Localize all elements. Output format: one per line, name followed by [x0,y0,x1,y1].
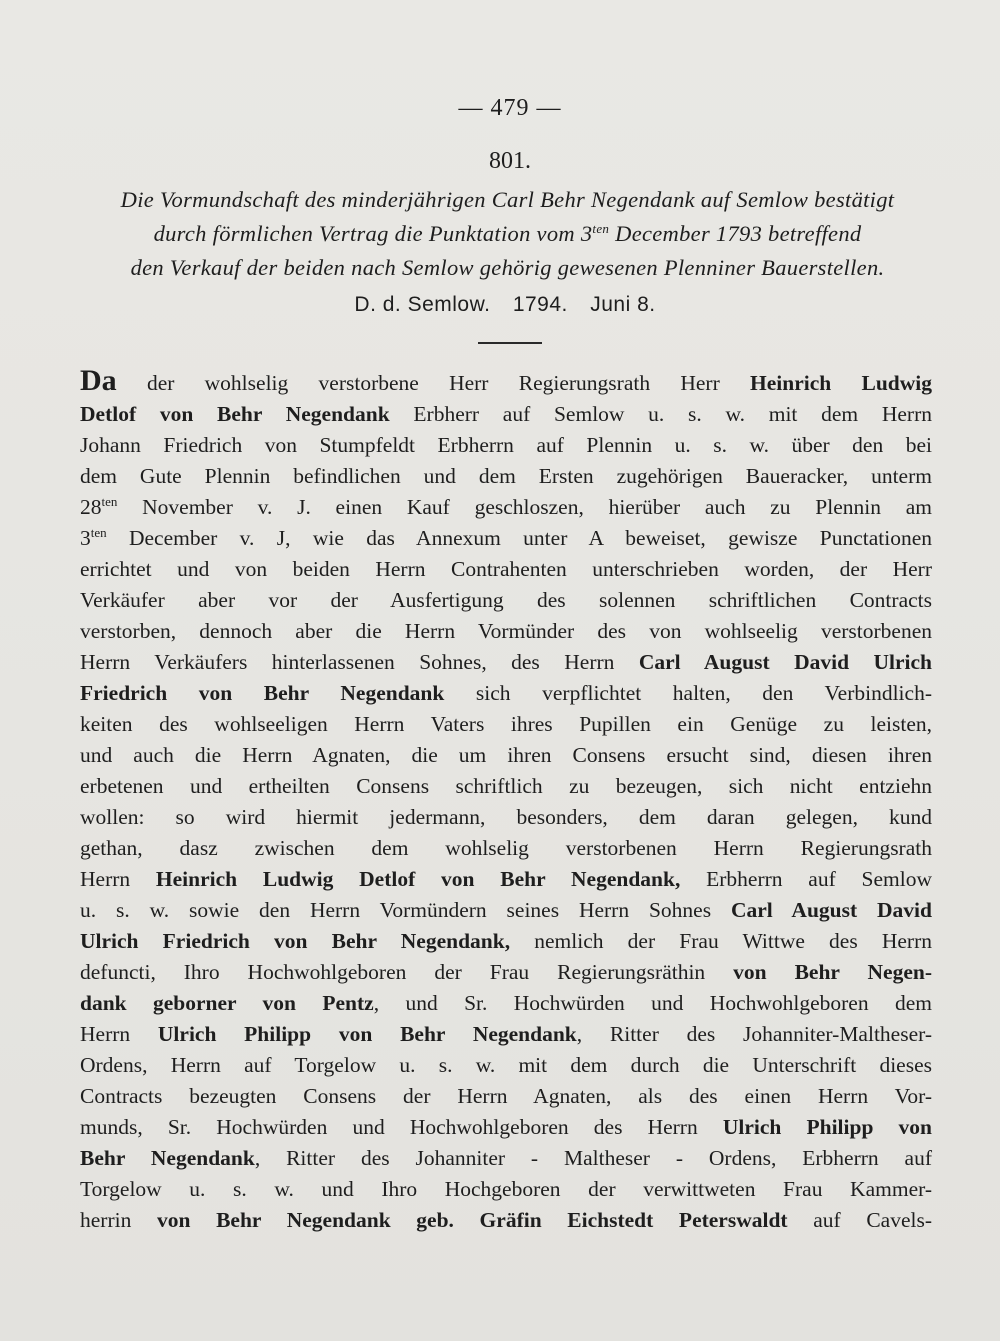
text-line: Ulrich Friedrich von Behr Negendank, nemlich der Frau Wittwe des Herrn [80,929,932,953]
text-line: Herrn Heinrich Ludwig Detlof von Behr Negendank, Erbherrn auf Semlow [80,867,932,891]
drop-cap: Da [80,364,117,397]
text-line: Da der wohlselig verstorbene Herr Regierungsrath Herr Heinrich Ludwig [80,364,932,397]
text-line: $3^{ten}$ December v. J, wie das Annexum unter A beweiset, gewisze Punctationen [80,525,932,550]
text-line: dem Gute Plennin befindlichen und dem Ersten zugehörigen Baueracker, unterm [80,464,932,488]
text-line: Herrn Verkäufers hinterlassenen Sohnes, des Herrn Carl August David Ulrich [80,650,932,674]
text-line: Behr Negendank, Ritter des Johanniter - Maltheser - Ordens, Erbherrn auf [80,1146,932,1170]
title-line: den Verkauf der beiden nach Semlow gehörig gewesenen Plenniner Bauerstellen. [130,255,885,280]
document-number: 801. [489,148,531,174]
text-line: Detlof von Behr Negendank Erbherr auf Semlow u. s. w. mit dem Herrn [80,402,932,426]
text-line: verstorben, dennoch aber die Herrn Vormünder des von wohlseelig verstorbenen [80,619,932,643]
document-title [80,183,935,285]
separator-rule [478,342,542,344]
title-line: durch förmlichen Vertrag die Punktation vom $3^{ten}$ December 1793 betreffend [153,221,862,246]
text-line: u. s. w. sowie den Herrn Vormündern seines Herrn Sohnes Carl August David [80,898,932,922]
text-line: errichtet und von beiden Herrn Contrahenten unterschrieben worden, der Herr [80,557,932,581]
text-line: Friedrich von Behr Negendank sich verpflichtet halten, den Verbindlich- [80,681,932,705]
text-line: $28^{ten}$ November v. J. einen Kauf geschloszen, hierüber auch zu Plennin am [80,494,932,519]
dateline [0,293,1000,317]
dateline-date: Juni 8. [590,293,656,316]
text-line: dank geborner von Pentz, und Sr. Hochwürden und Hochwohlgeboren dem [80,991,932,1015]
text-line: Ordens, Herrn auf Torgelow u. s. w. mit dem durch die Unterschrift dieses [80,1053,932,1077]
text-line: Verkäufer aber vor der Ausfertigung des solennen schriftlichen Contracts [80,588,932,612]
text-line: wollen: so wird hiermit jedermann, besonders, dem daran gelegen, kund [80,805,932,829]
text-line: munds, Sr. Hochwürden und Hochwohlgeboren des Herrn Ulrich Philipp von [80,1115,932,1139]
text-line: herrin von Behr Negendank geb. Gräfin Eichstedt Peterswaldt auf Cavels- [80,1208,932,1232]
text-line: Torgelow u. s. w. und Ihro Hochgeboren der verwittweten Frau Kammer- [80,1177,932,1201]
text-line: erbetenen und ertheilten Consens schriftlich zu bezeugen, sich nicht entziehn [80,774,932,798]
title-line: Die Vormundschaft des minderjährigen Carl Behr Negendank auf Semlow bestätigt [120,187,895,212]
text-line: Herrn Ulrich Philipp von Behr Negendank, Ritter des Johanniter-Maltheser- [80,1022,933,1046]
text-line: gethan, dasz zwischen dem wohlselig verstorbenen Herrn Regierungsrath [80,836,932,860]
dateline-place: D. d. Semlow. [354,293,491,316]
page-number: — 479 — [458,95,562,121]
dateline-year: 1794. [512,293,568,316]
text-line: Johann Friedrich von Stumpfeldt Erbherrn auf Plennin u. s. w. über den bei [80,433,932,457]
text-line: und auch die Herrn Agnaten, die um ihren Consens ersucht sind, diesen ihren [80,743,932,767]
body-text [80,365,932,1236]
text-line: Contracts bezeugten Consens der Herrn Agnaten, als des einen Herrn Vor- [80,1084,932,1108]
text-line: keiten des wohlseeligen Herrn Vaters ihres Pupillen ein Genüge zu leisten, [80,712,932,736]
text-line: defuncti, Ihro Hochwohlgeboren der Frau Regierungsräthin von Behr Negen- [80,960,933,984]
